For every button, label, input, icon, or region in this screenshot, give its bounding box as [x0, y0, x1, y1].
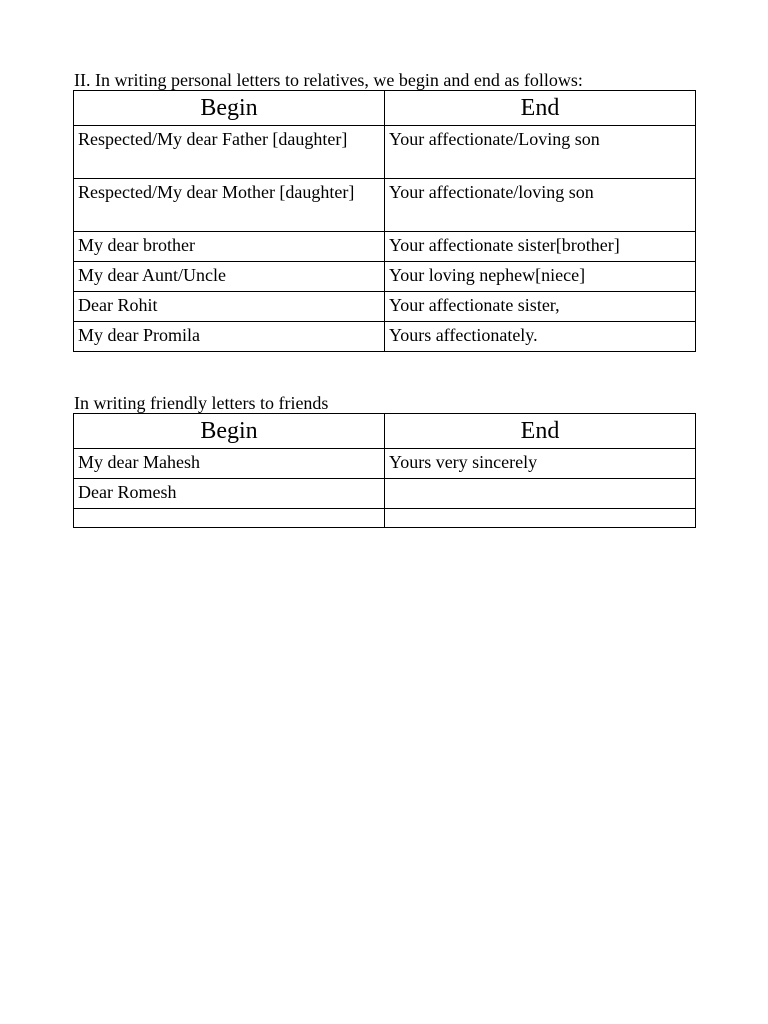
- begin-cell: Respected/My dear Mother [daughter]: [74, 179, 385, 232]
- end-column-header: End: [385, 91, 696, 126]
- end-cell: Yours affectionately.: [385, 322, 696, 352]
- end-cell: Your affectionate sister,: [385, 292, 696, 322]
- begin-column-header: Begin: [74, 91, 385, 126]
- end-column-header: End: [385, 414, 696, 449]
- begin-column-header: Begin: [74, 414, 385, 449]
- table-row: [74, 179, 696, 232]
- begin-cell: My dear brother: [74, 232, 385, 262]
- table-header-row: [74, 414, 696, 449]
- end-cell: [385, 479, 696, 509]
- table-header-row: [74, 91, 696, 126]
- begin-cell: [74, 509, 385, 528]
- table-row: [74, 449, 696, 479]
- friends-table: [73, 413, 696, 528]
- begin-cell: My dear Aunt/Uncle: [74, 262, 385, 292]
- table-row: [74, 292, 696, 322]
- relatives-heading: II. In writing personal letters to relatives, we begin and end as follows:: [74, 70, 583, 90]
- end-cell: Your loving nephew[niece]: [385, 262, 696, 292]
- table-row: [74, 262, 696, 292]
- begin-cell: My dear Mahesh: [74, 449, 385, 479]
- begin-cell: Dear Rohit: [74, 292, 385, 322]
- begin-cell: My dear Promila: [74, 322, 385, 352]
- table-row: [74, 322, 696, 352]
- relatives-table: [73, 90, 696, 352]
- begin-cell: Respected/My dear Father [daughter]: [74, 126, 385, 179]
- end-cell: Your affectionate/loving son: [385, 179, 696, 232]
- end-cell: [385, 509, 696, 528]
- end-cell: Your affectionate/Loving son: [385, 126, 696, 179]
- table-row: [74, 126, 696, 179]
- friends-heading: In writing friendly letters to friends: [74, 393, 329, 413]
- begin-cell: Dear Romesh: [74, 479, 385, 509]
- table-row: [74, 479, 696, 509]
- table-row: [74, 232, 696, 262]
- table-row: [74, 509, 696, 528]
- end-cell: Your affectionate sister[brother]: [385, 232, 696, 262]
- end-cell: Yours very sincerely: [385, 449, 696, 479]
